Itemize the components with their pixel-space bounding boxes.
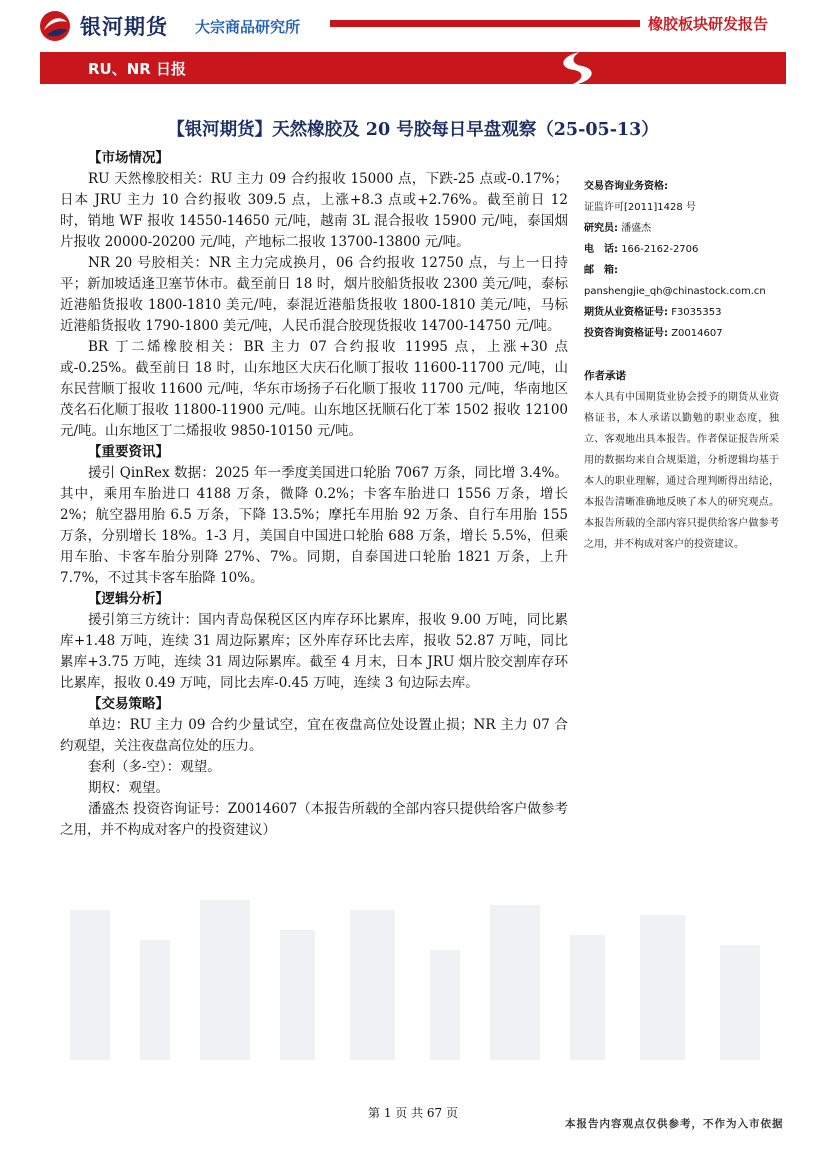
section-heading-strategy: 【交易策略】 (88, 696, 169, 712)
invest-cert-value: Z0014607 (671, 328, 723, 339)
institute-name: 大宗商品研究所 (195, 18, 301, 36)
paragraph-author: 潘盛杰 投资咨询证号：Z0014607（本报告所载的全部内容只提供给客户做参考之用，并不构成对客户的投资建议） (60, 801, 568, 838)
paragraph-logic: 援引第三方统计：国内青岛保税区区内库存环比累库，报收 9.00 万吨，同比累库+1.48 万吨，连续 31 周边际累库；区外库存环比去库，报收 52.87 万吨，同比累库+3.75 万吨，连续 31 周边际累库。截至 4 月末，日本 JRU 烟片胶交割库存环比累库，报收 0.49 万吨，同比去库-0.45 万吨，连续 3 旬边际去库。 (60, 612, 568, 691)
section-heading-logic: 【逻辑分析】 (88, 591, 169, 607)
document-title: 【银河期货】天然橡胶及 20 号胶每日早盘观察（25-05-13） (167, 120, 659, 140)
paragraph-single-side: 单边：RU 主力 09 合约少量试空，宜在夜盘高位处设置止损；NR 主力 07 合约观望，关注夜盘高位处的压力。 (60, 717, 568, 754)
phone-value: 166-2162-2706 (621, 244, 699, 255)
band-title: RU、NR 日报 (88, 60, 187, 78)
footer-disclaimer: 本报告内容观点仅供参考，不作为入市依据 (565, 1118, 784, 1130)
futures-cert-label: 期货从业资格证号: (584, 307, 668, 318)
watermark-graphic (40, 890, 790, 1070)
paragraph-br: BR 丁二烯橡胶相关：BR 主力 07 合约报收 11995 点，上涨+30 点或-0.25%。截至前日 18 时，山东地区大庆石化顺丁报收 11600-11700 元/吨，山东民营顺丁报收 11600 元/吨，华东市场扬子石化顺丁报收 11700 元/吨，华南地区茂名石化顺丁报收 11800-11900 元/吨。山东地区抚顺石化丁苯 1502 报收 12100 元/吨。山东地区丁二烯报收 9850-10150 元/吨。 (60, 339, 568, 439)
researcher-label: 研究员: (584, 223, 618, 234)
commitment-title: 作者承诺 (584, 370, 626, 382)
paragraph-news: 援引 QinRex 数据：2025 年一季度美国进口轮胎 7067 万条，同比增 3.4%。其中，乘用车胎进口 4188 万条，微降 0.2%；卡客车胎进口 1556 万条，增长 2%；航空器用胎 6.5 万条，下降 13.5%；摩托车用胎 92 万条、自行车用胎 155 万条，分别增长 18%。1-3 月，美国自中国进口轮胎 688 万条，增长 5.5%，但乘用车胎、卡客车胎分别降 27%、7%。同期，自泰国进口轮胎 1821 万条，上升 7.7%，不过其卡客车胎降 10%。 (60, 465, 568, 586)
report-type: 橡胶板块研发报告 (648, 15, 769, 33)
email-value: panshengjie_qh@chinastock.com.cn (584, 286, 766, 297)
paragraph-option: 期权：观望。 (88, 780, 169, 796)
license-label: 交易咨询业务资格: (584, 181, 668, 192)
commitment-text: 本人具有中国期货业协会授予的期货从业资格证书，本人承诺以勤勉的职业态度，独立、客观地出具本报告。作者保证报告所采用的数据均来自合规渠道，分析逻辑均基于本人的职业理解，通过合理判断得出结论，本报告清晰准确地反映了本人的研究观点。本报告所载的全部内容只提供给客户做参考之用，并不构成对客户的投资建议。 (584, 392, 779, 550)
invest-cert-label: 投资咨询资格证号: (584, 328, 668, 339)
paragraph-arbitrage: 套利（多-空）：观望。 (88, 759, 221, 775)
main-content (60, 148, 568, 841)
section-heading-news: 【重要资讯】 (88, 444, 169, 460)
sidebar (584, 176, 779, 555)
header-divider-bar (330, 20, 640, 27)
section-heading-market: 【市场情况】 (88, 150, 169, 166)
license-value: 证监许可[2011]1428 号 (584, 202, 696, 213)
email-label: 邮 箱: (584, 265, 618, 276)
paragraph-ru: RU 天然橡胶相关：RU 主力 09 合约报收 15000 点，下跌-25 点或-0.17%；日本 JRU 主力 10 合约报收 309.5 点，上涨+8.3 点或+2.76%。截至前日 12 时，销地 WF 报收 14550-14650 元/吨，越南 3L 混合报收 15900 元/吨，泰国烟片报收 20000-20200 元/吨，产地标二报收 13700-13800 元/吨。 (60, 171, 568, 250)
futures-cert-value: F3035353 (671, 307, 722, 318)
brand-name: 银河期货 (80, 15, 168, 39)
paragraph-nr: NR 20 号胶相关：NR 主力完成换月，06 合约报收 12750 点，与上一日持平；新加坡适逢卫塞节休市。截至前日 18 时，烟片胶船货报收 2300 美元/吨，泰标近港船货报收 1800-1810 美元/吨，泰混近港船货报收 1800-1810 美元/吨，马标近港船货报收 1790-1800 美元/吨，人民币混合胶现货报收 14700-14750 元/吨。 (60, 255, 568, 334)
swoosh-icon (540, 48, 610, 88)
page-number: 第 1 页 共 67 页 (368, 1106, 458, 1120)
phone-label: 电 话: (584, 244, 618, 255)
galaxy-logo-icon (38, 10, 72, 42)
researcher-value: 潘盛杰 (621, 223, 652, 234)
